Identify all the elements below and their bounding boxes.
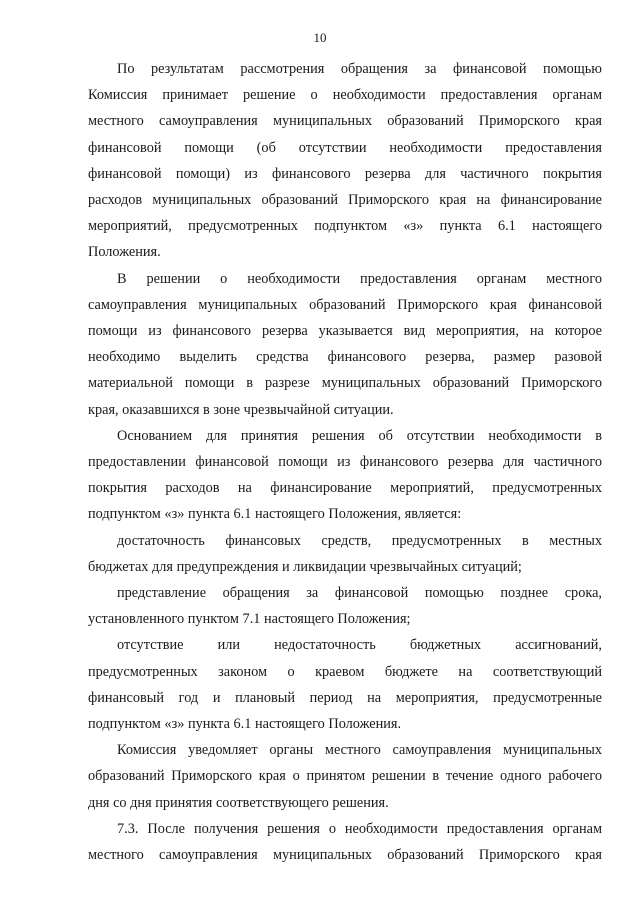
text-line: помощи из финансового резерва указывается вид мероприятия, на которое — [88, 323, 602, 340]
text-line: Основанием для принятия решения об отсутствии необходимости в — [117, 427, 602, 444]
text-line: дня со дня принятия соответствующего решения. — [88, 794, 389, 811]
text-line: отсутствие или недостаточность бюджетных ассигнований, — [117, 637, 602, 654]
paragraph — [88, 266, 602, 423]
text-line: представление обращения за финансовой помощью позднее срока, — [117, 585, 602, 602]
text-line: Комиссия уведомляет органы местного самоуправления муниципальных — [117, 742, 602, 759]
document-body — [88, 56, 602, 868]
paragraph — [88, 632, 602, 737]
text-line: образований Приморского края о принятом решении в течение одного рабочего — [88, 768, 602, 785]
text-line: 7.3. После получения решения о необходимости предоставления органам — [117, 820, 602, 837]
text-line: В решении о необходимости предоставления органам местного — [117, 270, 602, 287]
text-line: расходов муниципальных образований Приморского края на финансирование — [88, 192, 602, 209]
text-line: По результатам рассмотрения обращения за финансовой помощью — [117, 61, 602, 77]
text-line: покрытия расходов на финансирование мероприятий, предусмотренных — [88, 480, 602, 497]
text-line: финансовой помощи) из финансового резерва для частичного покрытия — [88, 165, 602, 182]
page-number: 10 — [313, 30, 327, 45]
paragraph — [88, 737, 602, 816]
text-line: финансовой помощи (об отсутствии необходимости предоставления — [88, 139, 602, 156]
paragraph — [88, 528, 602, 580]
text-line: предусмотренных законом о краевом бюджете на соответствующий — [88, 663, 602, 680]
text-line: материальной помощи в разрезе муниципальных образований Приморского — [88, 375, 602, 392]
text-line: края, оказавшихся в зоне чрезвычайной ситуации. — [88, 401, 394, 418]
text-line: необходимо выделить средства финансового резерва, размер разовой — [88, 349, 602, 366]
text-line: местного самоуправления муниципальных образований Приморского края — [88, 847, 602, 864]
text-line: финансовый год и плановый период на мероприятия, предусмотренные — [88, 689, 602, 706]
text-line: предоставлении финансовой помощи из финансового резерва для частичного — [88, 454, 602, 471]
text-line: бюджетах для предупреждения и ликвидации чрезвычайных ситуаций; — [88, 558, 522, 575]
text-line: Положения. — [88, 244, 161, 261]
paragraph — [88, 580, 602, 632]
text-line: мероприятий, предусмотренных подпунктом «з» пункта 6.1 настоящего — [88, 218, 602, 235]
text-line: достаточность финансовых средств, предусмотренных в местных — [117, 532, 602, 549]
text-line: Комиссия принимает решение о необходимости предоставления органам — [88, 87, 602, 104]
paragraph — [88, 816, 602, 868]
text-line: подпунктом «з» пункта 6.1 настоящего Положения. — [88, 716, 402, 733]
text-line: самоуправления муниципальных образований Приморского края финансовой — [88, 296, 602, 313]
text-line: местного самоуправления муниципальных образований Приморского края — [88, 113, 602, 130]
text-line: подпунктом «з» пункта 6.1 настоящего Положения, является: — [88, 506, 462, 523]
text-line: установленного пунктом 7.1 настоящего Положения; — [88, 611, 411, 628]
paragraph — [88, 56, 602, 266]
paragraph — [88, 423, 602, 528]
